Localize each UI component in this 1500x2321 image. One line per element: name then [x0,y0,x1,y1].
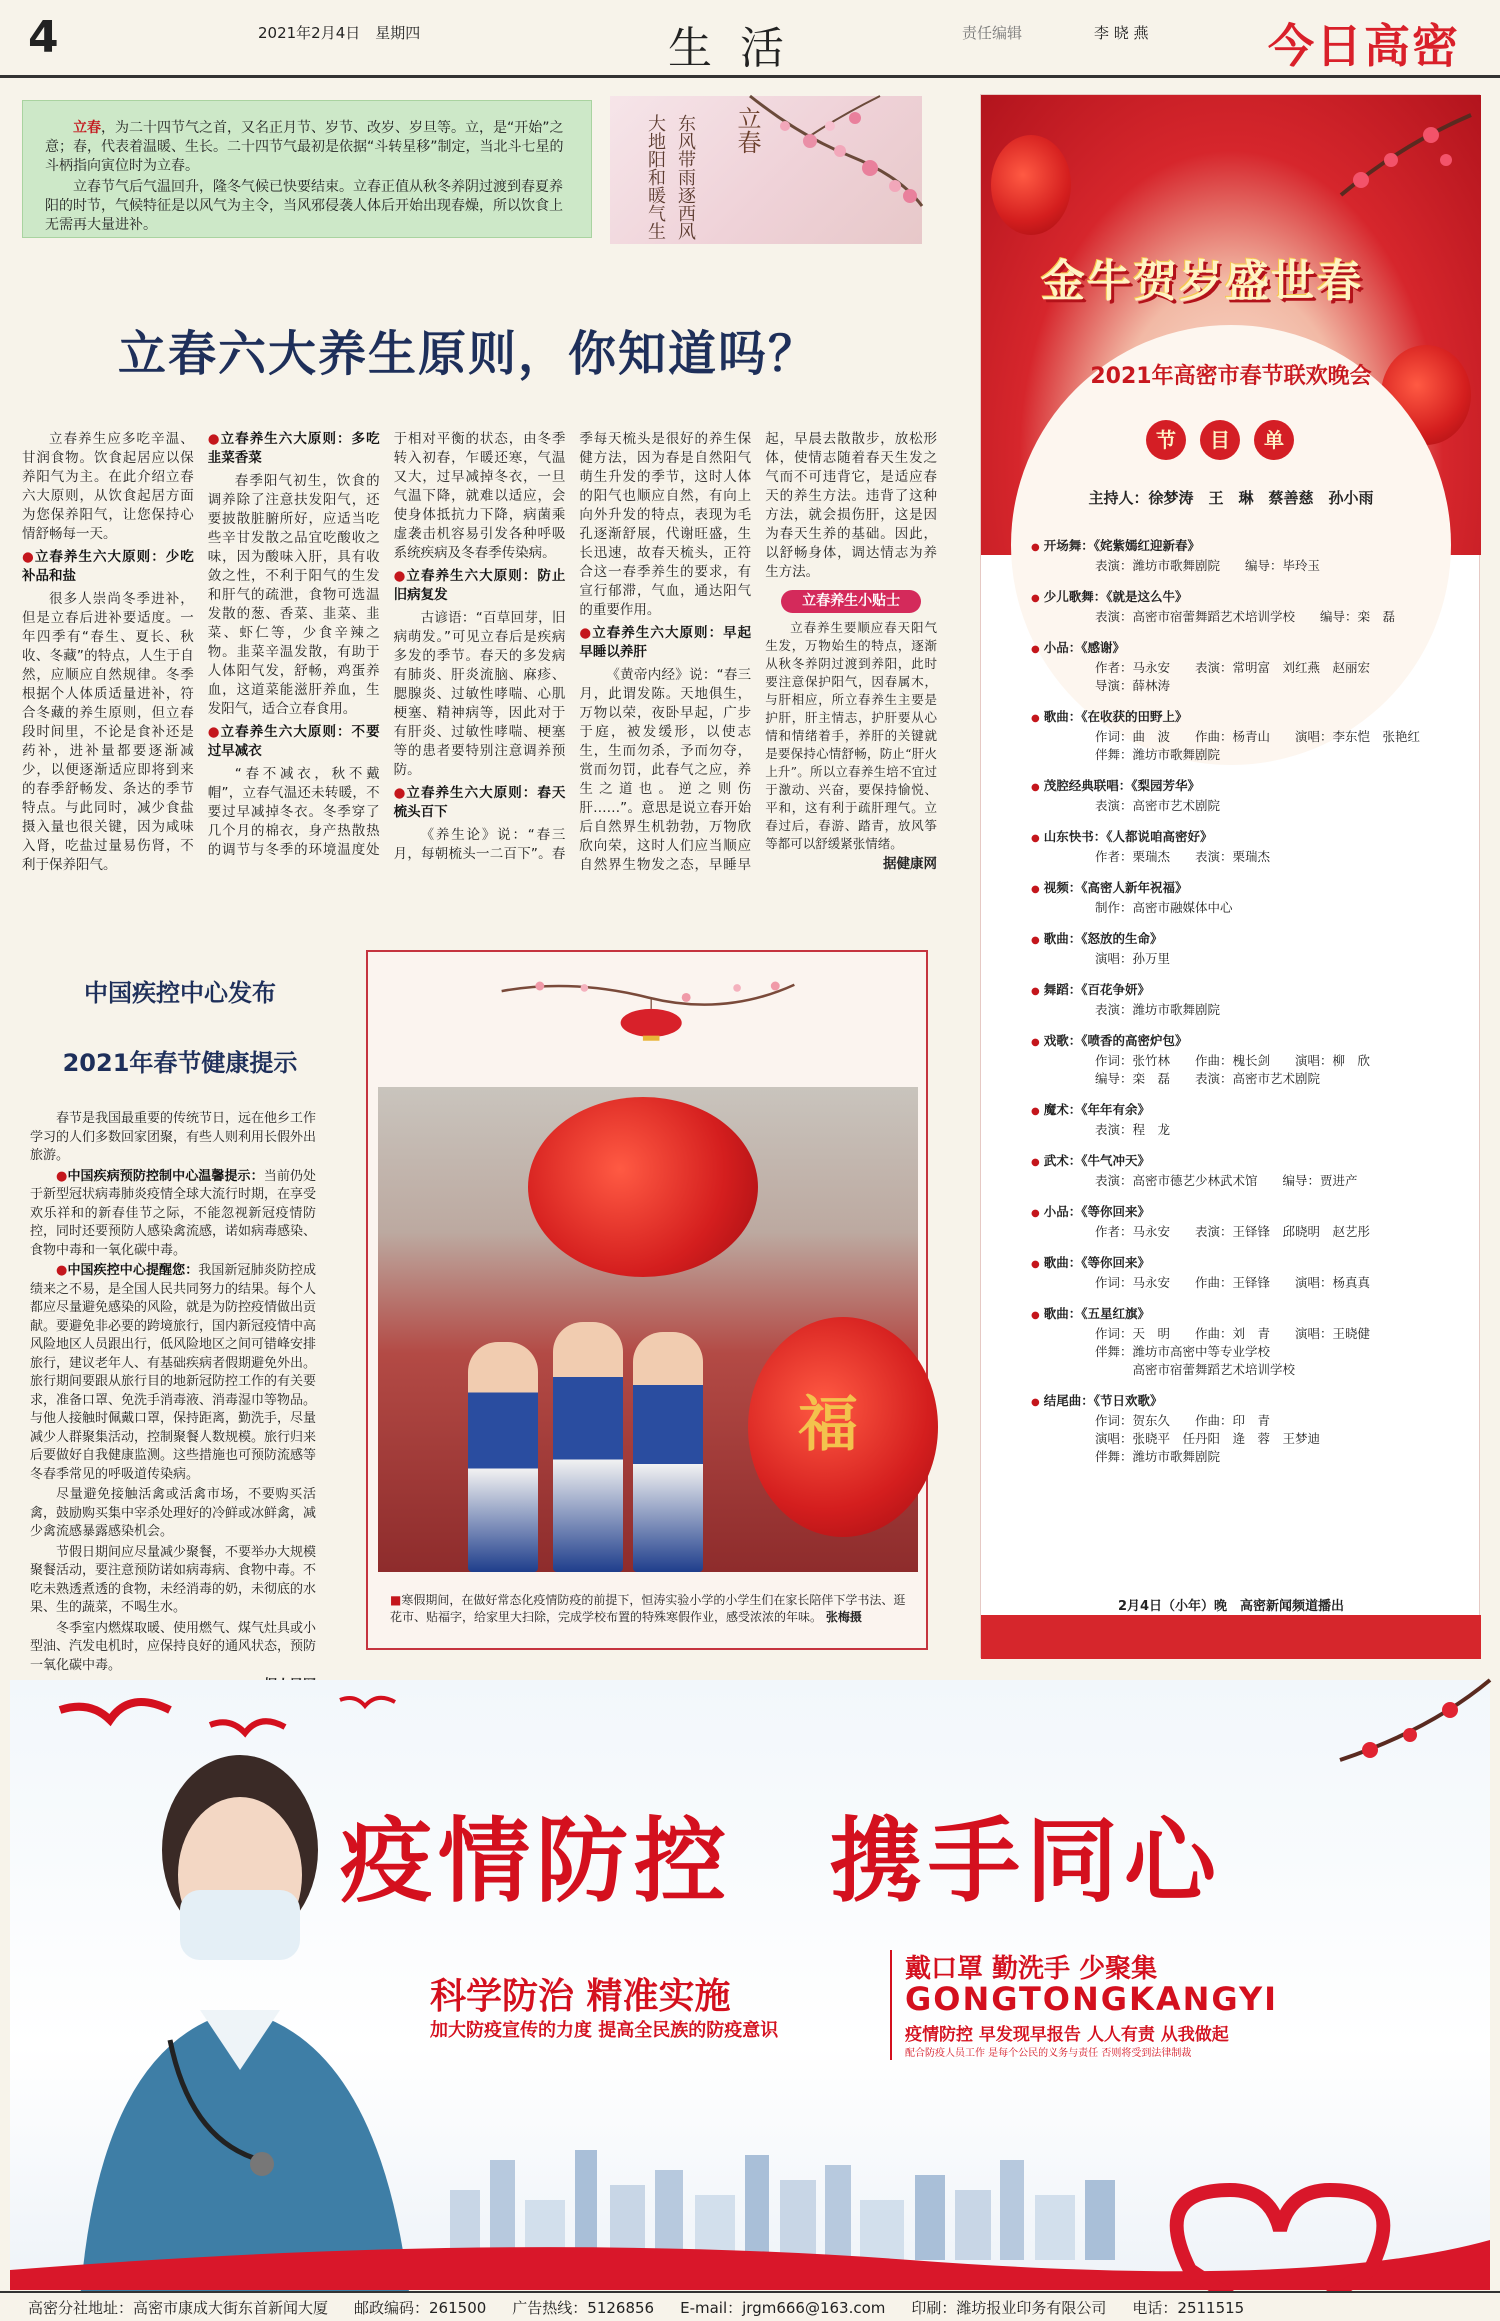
fu-character: 福 [798,1390,858,1460]
program-item-credits: 作者：马永安 表演：常明富 刘红燕 赵丽宏 [1095,660,1371,675]
program-item [1031,1392,1461,1466]
program-item-credits: 作词：曲 波 作曲：杨青山 演唱：李东恺 张艳红 [1095,729,1421,744]
program-item-title: ● 小品：《感谢》 [1031,639,1461,659]
gala-slogan: 金牛贺岁盛世春 [1041,256,1363,307]
intro-lead: 立春 [73,120,101,136]
program-item-credits: 表演：程 龙 [1095,1122,1171,1137]
image-poem: 东风带雨逐西风 大地阳和暖气生 [645,114,696,240]
gala-bottom-band [981,1615,1481,1659]
cdc-paragraph-1: 春节是我国最重要的传统节日，远在他乡工作学习的人们多数回家团聚，有些人则利用长假外出旅游。 [30,1111,317,1163]
program-item-credits: 表演：潍坊市歌舞剧院 [1095,1002,1221,1017]
plum-branch-icon [1310,1680,1490,1790]
red-ribbon-heart-icon [10,2170,1490,2290]
banner-legal-note: 配合防疫人员工作 是每个公民的义务与责任 否则将受到法律制裁 [905,2048,1192,2059]
program-item [1031,708,1461,764]
plum-branch-icon [1281,105,1471,225]
program-item-title: ● 开场舞：《姹紫嫣红迎新春》 [1031,537,1461,557]
image-title: 立春 [733,106,761,154]
program-char: 节 [1146,420,1186,460]
program-item [1031,828,1461,866]
cdc-paragraph-3: ●中国疾控中心提醒您：我国新冠肺炎防控成绩来之不易，是全国人民共同努力的结果。每个人都应尽量避免感染的风险，就是为防控疫情做出贡献。要避免非必要的跨境旅行，国内新冠疫情中高风险地区人员跟出行，低风险地区之间可错峰安排旅行，建议老年人、有基础疾病者假期避免外出。旅行期间要跟从旅行目的地新冠防控工作的有关要求，准备口罩、免洗手消毒液、消毒湿巾等物品。与他人接触时佩戴口罩，保持距离，勤洗手，尽量减少人群聚集活动，控制聚餐人数规模。旅行归来后要做好自我健康监测。这些措施也可预防流感等冬春季常见的呼吸道传染病。 [30,1263,317,1482]
program-item-credits: 作者：马永安 表演：王铎锋 邱晓明 赵艺彤 [1095,1224,1371,1239]
article-paragraph-6: 《黄帝内经》说：“春三月，此谓发陈。天地俱生，万物以荣，夜卧早起，广步于庭，被发缓形，以使志生，生而勿杀，予而勿夺，赏而勿罚，此春气之应，养生之道也。逆之则伤肝……”。意思是说立春开始后自然界生机勃勃，万物欣欣向荣，这时人们应当顺应自然界生物发之态，早睡早起，早晨去散散步，放松形体，使情志随着春天生发之气而不可违背它，是适应春天的养生方法。违背了这种方法，就会损伤肝，这是因为春天生养的基础。因此，以舒畅身体，调达情志为养生方法。 [579,431,937,873]
program-item-title: ● 视频：《高密人新年祝福》 [1031,879,1461,899]
program-item-title: ● 茂腔经典联唱：《梨园芳华》 [1031,777,1461,797]
program-item-title: ● 舞蹈：《百花争妍》 [1031,981,1461,1001]
footer-address: 高密分社地址：高密市康成大街东首新闻大厦 [28,2298,329,2317]
article-subhead-6: ●立春养生六大原则：早起早睡以养肝 [579,625,752,660]
program-item-title: ● 少儿歌舞：《就是这么牛》 [1031,588,1461,608]
page-header [0,0,1500,78]
editor-name: 李 晓 燕 [1094,24,1149,42]
article-paragraph-4: 古谚语：“百草回芽，旧病萌发。”可见立春后是疾病多发的季节。春天的多发病有肺炎、肝炎流脑、麻疹、腮腺炎、过敏性哮喘、心肌梗塞、精神病等，因此对于有肝炎、过敏性哮喘、梗塞等的患者要特别注意调养预防。 [393,610,566,778]
blossom-lantern-icon [408,972,888,1042]
program-item [1031,1254,1461,1292]
article-subhead-4: ●立春养生六大原则：防止旧病复发 [393,568,566,603]
cdc-article-body [30,1110,317,1673]
program-item-title: ● 魔术：《年年有余》 [1031,1101,1461,1121]
program-item-credits: 作词：马永安 作曲：王铎锋 演唱：杨真真 [1095,1275,1371,1290]
program-item-credits: 作者：栗瑞杰 表演：栗瑞杰 [1095,849,1271,864]
gala-program [980,94,1480,1658]
banner-pinyin: GONGTONGKANGYI [905,1980,1279,2018]
article-subhead-2: ●立春养生六大原则：多吃韭菜香菜 [207,431,380,466]
student-figure [553,1322,623,1572]
tips-title: 立春养生小贴士 [781,590,921,613]
program-item-credits: 作词：张竹林 作曲：槐长剑 演唱：柳 欣 [1095,1053,1371,1068]
program-item-credits: 演唱：孙万里 [1095,951,1171,966]
program-item [1031,639,1461,695]
banner-main-slogan: 疫情防控 携手同心 [340,1807,1223,1915]
program-item-title: ● 结尾曲：《节日欢歌》 [1031,1392,1461,1412]
cdc-paragraph-4: 尽量避免接触活禽或活禽市场，不要购买活禽，鼓励购买集中宰杀处理好的冷鲜或冰鲜禽，减少禽流感暴露感染机会。 [30,1487,317,1539]
issue-date: 2021年2月4日 星期四 [258,24,421,42]
program-item-credits: 伴舞：潍坊市高密中等专业学校 [1095,1344,1271,1359]
footer-phone: 电话：2511515 [1132,2298,1245,2317]
program-item-credits: 导演：薛林涛 [1095,678,1171,693]
broadcast-info: 2月4日（小年）晚 高密新闻频道播出 [1117,1599,1345,1614]
program-item [1031,1032,1461,1088]
program-item-credits: 演唱：张晓平 任丹阳 逄 蓉 王梦迪 [1095,1431,1321,1446]
intro-text-1: ，为二十四节气之首，又名正月节、岁节、改岁、岁旦等。立，是“开始”之意；春，代表着温暖、生长。二十四节气最初是依据“斗转星移”制定，当北斗七星的斗柄指向寅位时为立春。 [45,120,564,174]
program-item-credits: 作词：贺东久 作曲：印 青 [1095,1413,1271,1428]
article-source: 据健康网 [882,856,937,872]
cdc-headline-2: 2021年春节健康提示 [62,1049,298,1077]
lantern-icon [991,135,1071,235]
footer-printer: 印刷：潍坊报业印务有限公司 [911,2298,1107,2317]
banner-sub-slogan: 科学防治 精准实施 [430,1976,731,2017]
program-item-credits: 表演：潍坊市歌舞剧院 编导：毕玲玉 [1095,558,1321,573]
program-item-credits: 作词：天 明 作曲：刘 青 演唱：王晓健 [1095,1326,1371,1341]
program-char: 单 [1254,420,1294,460]
program-item [1031,879,1461,917]
program-item [1031,777,1461,815]
photo-credit: 张梅摄 [825,1610,862,1624]
program-item [1031,1101,1461,1139]
editor-label: 责任编辑 [962,24,1023,42]
article-intro: 立春养生应多吃辛温、甘润食物。饮食起居应以保养阳气为主。在此介绍立春六大原则，从饮食起居方面为您保养阳气，让您保持心情舒畅每一天。 [22,431,194,542]
banner-sub-text: 加大防疫宣传的力度 提高全民族的防疫意识 [430,2020,779,2041]
article-subhead-1: ●立春养生六大原则：少吃补品和盐 [22,549,194,584]
program-item-title: ● 歌曲：《怒放的生命》 [1031,930,1461,950]
footer-postcode: 邮政编码：261500 [354,2298,487,2317]
article-paragraph-3: “春不减衣，秋不戴帽”，立春气温还未转暖，不要过早减掉冬衣。冬季穿了几个月的棉衣，身产热散热的调节与冬季的环境温度处于相对平衡的状态，由冬季转入初春，乍暖还寒，气温又大，过早减掉冬衣，一旦气温下降，就难以适应，会使身体抵抗力下降，病菌乘虚袭击机容易引发各种呼吸系统疾病及冬春季传染病。 [207,431,566,858]
program-item-title: ● 山东快书：《人都说咱高密好》 [1031,828,1461,848]
article-body [22,430,937,920]
program-item-credits: 表演：高密市艺术剧院 [1095,798,1221,813]
program-item [1031,537,1461,575]
program-item-credits: 表演：高密市德艺少林武术馆 编导：贾进产 [1095,1173,1358,1188]
cdc-paragraph-2: ●中国疾病预防控制中心温馨提示：当前仍处于新型冠状病毒肺炎疫情全球大流行时期，在享受欢乐祥和的新春佳节之际，不能忽视新冠疫情防控，同时还要预防人感染禽流感，诺如病毒感染、食物中毒和一氧化碳中毒。 [30,1168,317,1258]
newspaper-logo: 今日高密 [1268,19,1460,73]
intro-box [22,100,592,238]
banner-responsibility: 疫情防控 早发现早报告 人人有责 从我做起 [905,2025,1229,2045]
student-figure [633,1332,703,1572]
program-list [1031,537,1461,1479]
program-item [1031,1152,1461,1190]
program-item-credits: 高密市宿蕾舞蹈艺术培训学校 [1095,1362,1296,1377]
banner-divider [890,1950,892,2060]
program-item-title: ● 歌曲：《等你回来》 [1031,1254,1461,1274]
caption-text: 寒假期间，在做好常态化疫情防疫的前提下，恒涛实验小学的小学生们在家长陪伴下学书法、逛花市、贴福字，给家里大扫除，完成学校布置的特殊寒假作业，感受浓浓的年味。 [390,1593,906,1624]
program-item-credits: 伴舞：潍坊市歌舞剧院 [1095,747,1221,762]
tips-body: 立春养生要顺应春天阳气生发，万物始生的特点，逐渐从秋冬养阴过渡到养阳，此时要注意保护阳气，因春属木，与肝相应，所立春养生主要是护肝，肝主情志，护肝要从心情和情绪着手，养肝的关键就是要保持心情舒畅，防止“肝火上升”。所以立春养生培不宜过于激动、兴奋，要保持愉悦、平和，这有利于疏肝理气。立春过后，春游、踏青，放风筝等都可以舒缓紧张情绪。 [765,620,937,851]
red-lantern-icon [528,1097,758,1277]
program-item [1031,1305,1461,1379]
program-item [1031,588,1461,626]
program-item-title: ● 戏歌：《喷香的高密炉包》 [1031,1032,1461,1052]
red-lantern-icon [748,1317,938,1537]
program-item [1031,981,1461,1019]
article-paragraph-5: 《养生论》说：“春三月，每朝梳头一二百下”。春季每天梳头是很好的养生保健方法，因为春是自然阳气萌生升发的季节，这时人体的阳气也顺应自然，有向上向外升发的特点，表现为毛孔逐渐舒展，代谢旺盛，生长迅速，故春天梳头，正符合这一春季养生的要求，有宣行郁滞，气血，通达阳气的重要作用。 [393,431,752,862]
student-figure [468,1342,538,1572]
footer-email: E-mail：jrgm666@163.com [680,2298,886,2317]
main-headline: 立春六大养生原则，你知道吗？ [118,326,819,382]
students-photo [378,1087,918,1572]
gala-event-title: 2021年高密市春节联欢晚会 [1090,364,1372,389]
photo-caption: ■寒假期间，在做好常态化疫情防疫的前提下，恒涛实验小学的小学生们在家长陪伴下学书法、逛花市、贴福字，给家里大扫除，完成学校布置的特殊寒假作业，感受浓浓的年味。 张梅摄 [390,1593,906,1624]
program-item-title: ● 歌曲：《五星红旗》 [1031,1305,1461,1325]
program-item-title: ● 小品：《等你回来》 [1031,1203,1461,1223]
intro-paragraph-1 [45,119,569,176]
program-item-credits: 伴舞：潍坊市歌舞剧院 [1095,1449,1221,1464]
intro-paragraph-2: 立春节气后气温回升，隆冬气候已快要结束。立春正值从秋冬养阴过渡到春夏养阳的时节，气候特征是以风气为主令，当风邪侵袭人体后开始出现春燥，所以饮食上无需再大量进补。 [45,179,563,233]
epidemic-banner [10,1680,1490,2290]
program-item-credits: 制作：高密市融媒体中心 [1095,900,1233,915]
article-subhead-5: ●立春养生六大原则：舂天梳头百下 [393,785,566,820]
program-heading [1146,420,1308,460]
program-item-credits: 编导：栾 磊 表演：高密市艺术剧院 [1095,1071,1321,1086]
article-paragraph-2: 春季阳气初生，饮食的调养除了注意扶发阳气，还要披散脏腑所好，应适当吃些辛甘发散之品宜吃酸收之味，因为酸味入肝，具有收敛之性，不利于阳气的生发和肝气的疏泄，食物可选温发散的葱、香菜、韭菜、韭菜、虾仁等，少食辛辣之物。韭菜辛温发散，有助于人体阳气发，舒畅，鸡蛋养血，这道菜能滋肝养血，生发阳气，适合立春食用。 [207,473,380,717]
cdc-paragraph-6: 冬季室内燃煤取暖、使用燃气、煤气灶具或小型油、汽发电机时，应保持良好的通风状态，预防一氧化碳中毒。 [30,1620,317,1673]
article-subhead-3: ●立春养生六大原则：不要过早减衣 [207,724,380,759]
page-number: 4 [28,12,59,63]
page-footer [0,2291,1500,2321]
lichun-image [610,96,922,244]
program-char: 目 [1200,420,1240,460]
program-item [1031,1203,1461,1241]
section-title: 生活 [668,23,812,74]
cdc-headline-1: 中国疾控中心发布 [84,979,276,1007]
program-item [1031,930,1461,968]
gala-hosts: 主持人：徐梦涛 王 琳 蔡善慈 孙小雨 [1088,489,1374,507]
program-item-credits: 表演：高密市宿蕾舞蹈艺术培训学校 编导：栾 磊 [1095,609,1396,624]
article-paragraph-1: 很多人崇尚冬季进补，但是立春后进补要适度。一年四季有“春生、夏长、秋收、冬藏”的特点，人生于自然，应顺应自然规律。冬季根据个人体质适量进补，符合冬藏的养生原则，但立春段时间里，不论是食补还是药补，进补量都要逐渐减少，以便逐渐适应即将到来的春季舒畅发、条达的季节特点。与此同时，减少食盐摄入量也很关键，因为咸味入肾，吃盐过量易伤肾，不利于保养阳气。 [22,591,194,873]
footer-ad-hotline: 广告热线：5126856 [512,2298,655,2317]
program-item-title: ● 武术：《牛气冲天》 [1031,1152,1461,1172]
banner-measures: 戴口罩 勤洗手 少聚集 [905,1954,1158,1984]
photo-feature [366,950,928,1650]
program-item-title: ● 歌曲：《在收获的田野上》 [1031,708,1461,728]
cdc-paragraph-5: 节假日期间应尽量减少聚餐，不要举办大规模聚餐活动，要注意预防诺如病毒病、食物中毒。不吃未熟透煮透的食物，未经消毒的奶，未彻底的水果、生的蔬菜，不喝生水。 [30,1544,317,1615]
